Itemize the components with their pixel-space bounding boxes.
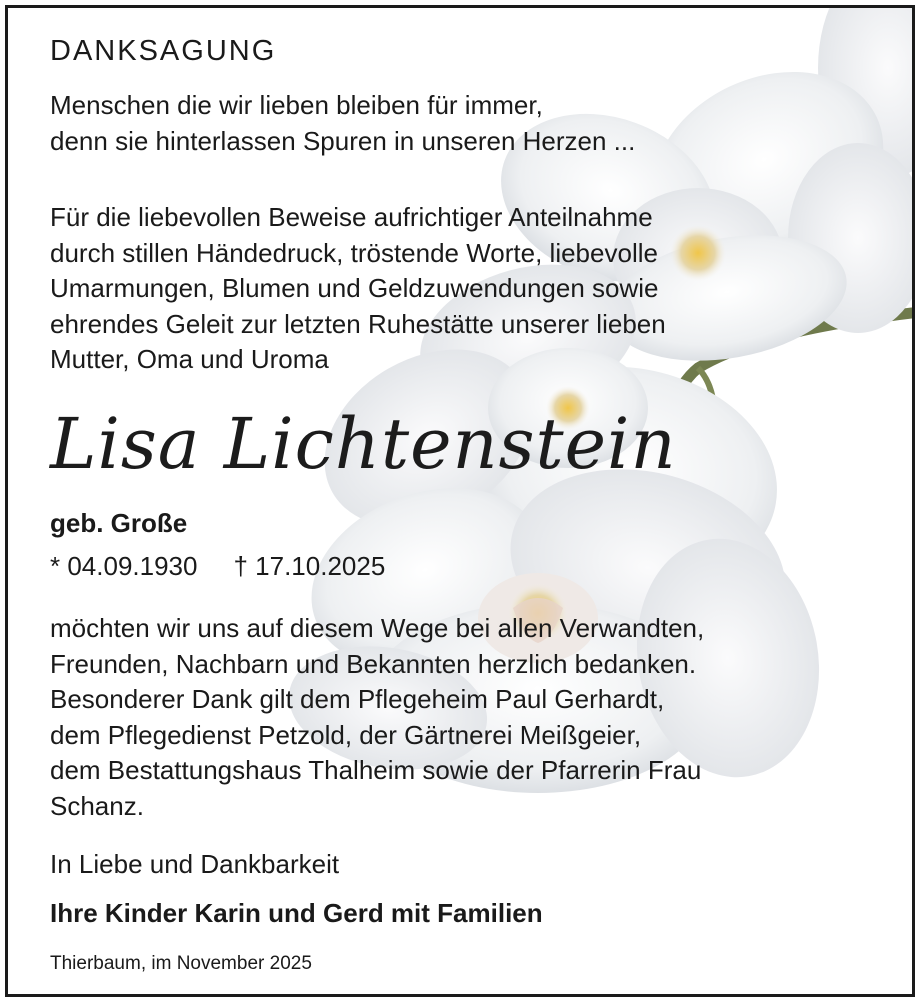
thanks-line: Schanz. [50,790,144,821]
place-date: Thierbaum, im November 2025 [50,953,312,974]
thanks-line: Besonderer Dank gilt dem Pflegeheim Paul Gerhardt, [50,684,665,714]
deceased-name: Lisa Lichtenstein [50,403,677,485]
death-date: † 17.10.2025 [233,551,386,581]
gratitude-line: durch stillen Händedruck, tröstende Worte, liebevolle [50,237,658,268]
gratitude-paragraph [50,200,666,378]
birth-name: geb. Große [50,508,188,538]
thanks-line: dem Bestattungshaus Thalheim sowie der Pfarrerin Frau [50,755,702,785]
heading: DANKSAGUNG [50,35,277,67]
gratitude-line: ehrendes Geleit zur letzten Ruhestätte unserer lieben [50,308,666,339]
thanks-line: dem Pflegedienst Petzold, der Gärtnerei Meißgeier, [50,719,642,750]
birth-date: * 04.09.1930 [50,551,198,581]
intro-line: Menschen die wir lieben bleiben für immer, [50,90,543,120]
gratitude-line: Für die liebevollen Beweise aufrichtiger Anteilnahme [50,202,653,232]
gratitude-line: Mutter, Oma und Uroma [50,344,329,374]
thanks-line: Freunden, Nachbarn und Bekannten herzlich bedanken. [50,648,697,679]
thanks-line: möchten wir uns auf diesem Wege bei allen Verwandten, [50,613,705,643]
life-dates [50,551,385,582]
intro-line: denn sie hinterlassen Spuren in unseren Herzen ... [50,125,636,156]
thanks-paragraph [50,611,704,824]
obituary-card [5,5,915,997]
family-signature: Ihre Kinder Karin und Gerd mit Familien [50,898,543,928]
closing-phrase: In Liebe und Dankbarkeit [50,849,340,879]
gratitude-line: Umarmungen, Blumen und Geldzuwendungen sowie [50,273,659,303]
intro-verse [50,88,635,159]
